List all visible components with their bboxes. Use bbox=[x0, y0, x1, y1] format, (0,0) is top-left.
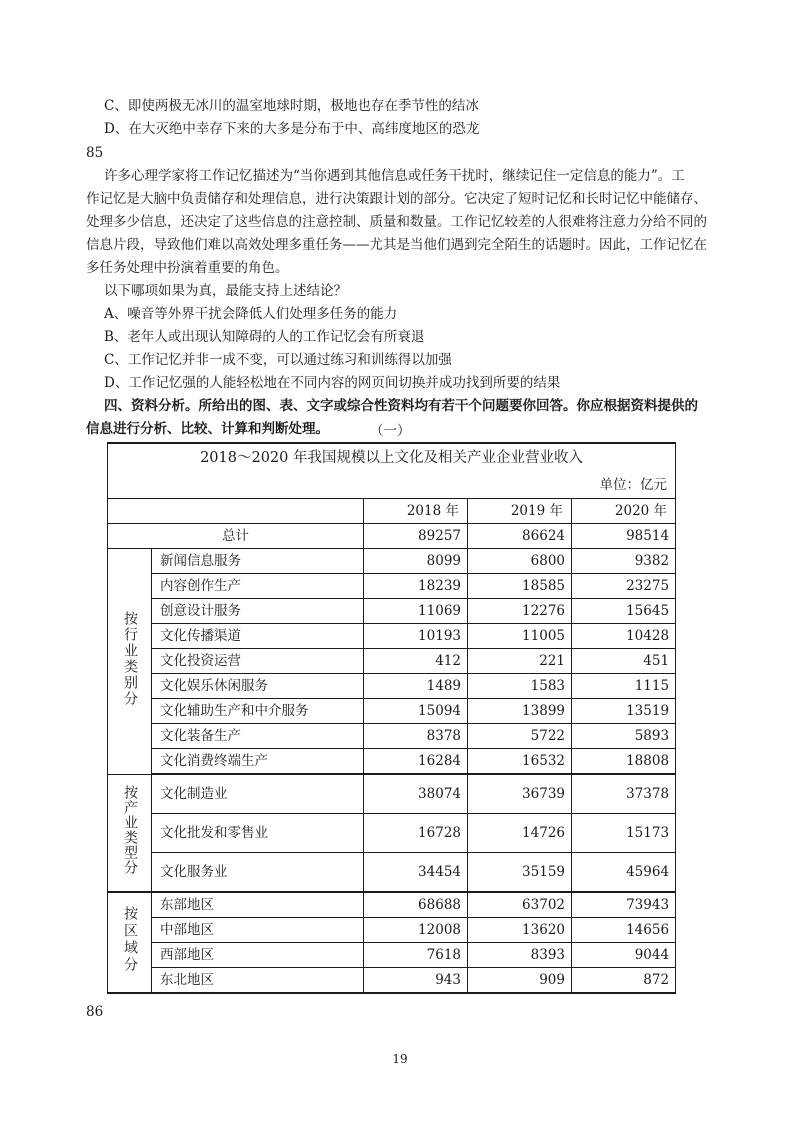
cell: 5722 bbox=[468, 724, 572, 749]
row-label: 内容创作生产 bbox=[152, 574, 364, 599]
row-label: 文化投资运营 bbox=[152, 649, 364, 674]
row-label: 文化批发和零售业 bbox=[152, 814, 364, 853]
cell: 872 bbox=[572, 968, 676, 994]
row-label: 创意设计服务 bbox=[152, 599, 364, 624]
cell: 943 bbox=[364, 968, 468, 994]
cell: 13519 bbox=[572, 699, 676, 724]
cell: 14726 bbox=[468, 814, 572, 853]
row-label: 文化服务业 bbox=[152, 853, 364, 893]
cell: 12008 bbox=[364, 918, 468, 943]
passage-line-1: 许多心理学家将工作记忆描述为“当你遇到其他信息或任务干扰时，继续记住一定信息的能力”。工 bbox=[104, 168, 685, 184]
passage-line-4: 信息片段，导致他们难以高效处理多重任务——尤其是当他们遇到完全陌生的话题时。因此，工作记忆在 bbox=[86, 237, 707, 253]
cell: 451 bbox=[572, 649, 676, 674]
cell: 10428 bbox=[572, 624, 676, 649]
total-label: 总计 bbox=[108, 524, 364, 549]
row-label: 中部地区 bbox=[152, 918, 364, 943]
table-unit: 单位：亿元 bbox=[108, 472, 676, 499]
cell: 23275 bbox=[572, 574, 676, 599]
cell: 1489 bbox=[364, 674, 468, 699]
row-label: 文化装备生产 bbox=[152, 724, 364, 749]
cell: 15645 bbox=[572, 599, 676, 624]
cell: 6800 bbox=[468, 549, 572, 574]
subsection-number: （一） bbox=[370, 423, 411, 439]
cell: 221 bbox=[468, 649, 572, 674]
cell: 68688 bbox=[364, 892, 468, 918]
cell: 16728 bbox=[364, 814, 468, 853]
row-label: 东部地区 bbox=[152, 892, 364, 918]
cell: 73943 bbox=[572, 892, 676, 918]
cell: 13899 bbox=[468, 699, 572, 724]
cell: 7618 bbox=[364, 943, 468, 968]
cell: 18808 bbox=[572, 749, 676, 775]
cell: 8393 bbox=[468, 943, 572, 968]
cell: 11005 bbox=[468, 624, 572, 649]
page-number: 19 bbox=[392, 1052, 408, 1066]
question-85-prompt: 以下哪项如果为真，最能支持上述结论？ bbox=[104, 283, 347, 299]
cell: 10193 bbox=[364, 624, 468, 649]
total-2020: 98514 bbox=[572, 524, 676, 549]
group-by-industry-type bbox=[108, 774, 152, 892]
table-title: 2018～2020 年我国规模以上文化及相关产业企业营业收入 bbox=[108, 443, 676, 472]
cell: 16284 bbox=[364, 749, 468, 775]
cell: 18585 bbox=[468, 574, 572, 599]
prev-option-c: C、即使两极无冰川的温室地球时期，极地也存在季节性的结冰 bbox=[104, 98, 479, 114]
cell: 9382 bbox=[572, 549, 676, 574]
row-label: 东北地区 bbox=[152, 968, 364, 994]
cell: 412 bbox=[364, 649, 468, 674]
row-label: 文化消费终端生产 bbox=[152, 749, 364, 775]
cell: 5893 bbox=[572, 724, 676, 749]
cell: 45964 bbox=[572, 853, 676, 893]
cell: 909 bbox=[468, 968, 572, 994]
passage-line-2: 作记忆是大脑中负责储存和处理信息，进行决策跟计划的部分。它决定了短时记忆和长时记忆中能储存、 bbox=[86, 191, 707, 207]
total-2018: 89257 bbox=[364, 524, 468, 549]
cell: 11069 bbox=[364, 599, 468, 624]
row-label: 文化制造业 bbox=[152, 774, 364, 814]
group-label: 按产业类型分 bbox=[122, 785, 138, 876]
option-d: D、工作记忆强的人能轻松地在不同内容的网页间切换并成功找到所要的结果 bbox=[104, 375, 561, 391]
header-year-2019: 2019 年 bbox=[468, 499, 572, 524]
cell: 16532 bbox=[468, 749, 572, 775]
cell: 15173 bbox=[572, 814, 676, 853]
cell: 36739 bbox=[468, 774, 572, 814]
passage-line-5: 多任务处理中扮演着重要的角色。 bbox=[86, 260, 289, 276]
cell: 13620 bbox=[468, 918, 572, 943]
option-c: C、工作记忆并非一成不变，可以通过练习和训练得以加强 bbox=[104, 352, 452, 368]
section-heading-line-2: 信息进行分析、比较、计算和判断处理。 bbox=[86, 421, 329, 437]
section-heading-line-1: 四、资料分析。所给出的图、表、文字或综合性资料均有若干个问题要你回答。你应根据资料提供的 bbox=[104, 398, 698, 414]
cell: 8378 bbox=[364, 724, 468, 749]
cell: 1115 bbox=[572, 674, 676, 699]
passage-line-3: 处理多少信息，还决定了这些信息的注意控制、质量和数量。工作记忆较差的人很难将注意力分给不同的 bbox=[86, 214, 707, 230]
row-label: 新闻信息服务 bbox=[152, 549, 364, 574]
cell: 38074 bbox=[364, 774, 468, 814]
row-label: 文化辅助生产和中介服务 bbox=[152, 699, 364, 724]
cell: 18239 bbox=[364, 574, 468, 599]
group-by-region bbox=[108, 892, 152, 993]
question-85-number: 85 bbox=[86, 145, 104, 161]
total-2019: 86624 bbox=[468, 524, 572, 549]
revenue-table bbox=[107, 442, 676, 994]
row-label: 西部地区 bbox=[152, 943, 364, 968]
cell: 14656 bbox=[572, 918, 676, 943]
cell: 9044 bbox=[572, 943, 676, 968]
header-blank bbox=[108, 499, 364, 524]
cell: 35159 bbox=[468, 853, 572, 893]
row-label: 文化娱乐休闲服务 bbox=[152, 674, 364, 699]
cell: 63702 bbox=[468, 892, 572, 918]
cell: 34454 bbox=[364, 853, 468, 893]
cell: 15094 bbox=[364, 699, 468, 724]
row-label: 文化传播渠道 bbox=[152, 624, 364, 649]
cell: 37378 bbox=[572, 774, 676, 814]
option-a: A、噪音等外界干扰会降低人们处理多任务的能力 bbox=[104, 306, 398, 322]
cell: 12276 bbox=[468, 599, 572, 624]
cell: 8099 bbox=[364, 549, 468, 574]
header-year-2018: 2018 年 bbox=[364, 499, 468, 524]
cell: 1583 bbox=[468, 674, 572, 699]
option-b: B、老年人或出现认知障碍的人的工作记忆会有所衰退 bbox=[104, 329, 425, 345]
group-label: 按区域分 bbox=[122, 906, 138, 974]
group-label: 按行业类别分 bbox=[122, 610, 138, 707]
group-by-industry bbox=[108, 549, 152, 775]
header-year-2020: 2020 年 bbox=[572, 499, 676, 524]
question-86-number: 86 bbox=[86, 1004, 104, 1020]
prev-option-d: D、在大灭绝中幸存下来的大多是分布于中、高纬度地区的恐龙 bbox=[104, 121, 480, 137]
